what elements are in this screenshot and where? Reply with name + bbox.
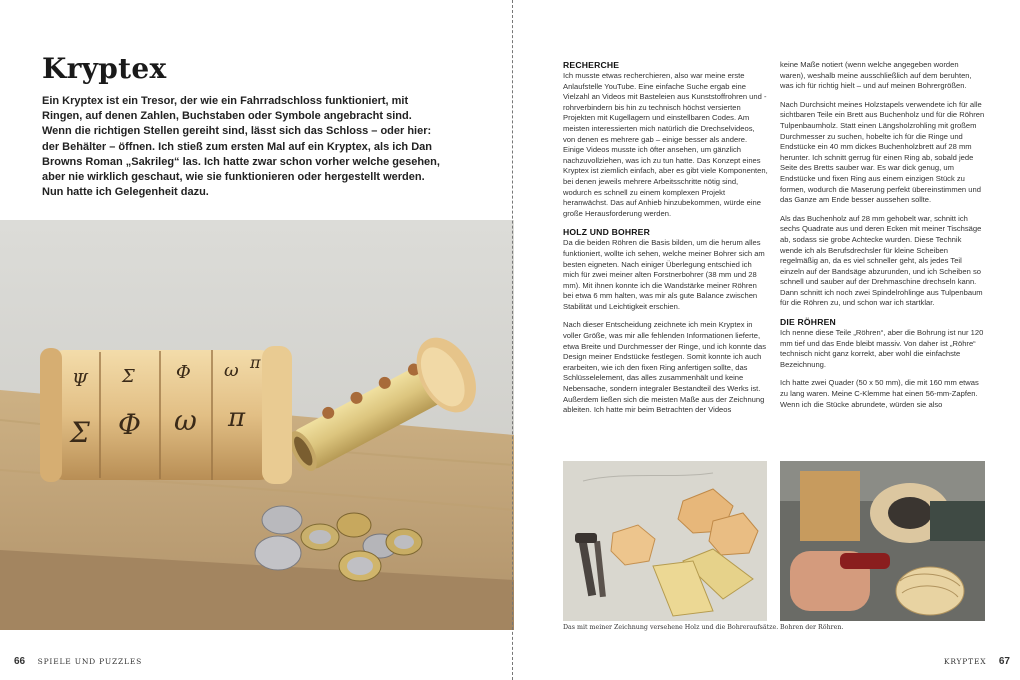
left-folio — [14, 656, 142, 667]
symbol-8: ω — [174, 404, 197, 437]
page-gutter — [512, 0, 513, 680]
paragraph: Ich musste etwas recherchieren, also war meine erste Anlaufstelle YouTube. Eine einfache Suche ergab eine Vielzahl an Videos mit Basteleien aus Kunststoffrohren und -rohrverbindern bis hin zu technisch höchst versierten Projekten mit Kugellagern und einstellbaren Codes. Am meisten interessierten mich natürlich die Drechselvideos, von denen es mehrere gab – einige besser als andere. Einige Videos musste ich öfter ansehen, um gänzlich nachzuvollziehen, was ich zu tun hatte. Das Konzept eines Kryptex ist ziemlich einfach, aber es gibt viele Komponenten, bei denen jeweils mehrere Arbeitsschritte nötig sind, wodurch es schnell zu einem komplexen Projekt heranwächst. Das auf Anhieb hinzubekommen, würde eine große Herausforderung werden. — [563, 71, 768, 218]
text-column-2 — [780, 60, 985, 418]
kryptex-photo — [0, 220, 514, 630]
text-column-1 — [563, 60, 768, 424]
paragraph: Als das Buchenholz auf 28 mm gehobelt war, schnitt ich sechs Quadrate aus und deren Ecken mit meiner Tischsäge ab, sodass sie grobe Achtecke wurden. Diese Technik wende ich als Berufsdrechsler für kleine Scheiben regelmäßig an, da es viel schneller geht, als jedes Teil einzeln auf der Bandsäge abzurunden, und ich Scheiben so schnell und sauber auf der Drehmaschine drechseln kann. Dann schnitt ich noch zwei Spindelrohlinge aus Tulpenbaum für die Röhren zu, und schon war ich startklar. — [780, 213, 983, 308]
wood-and-drill-bits-photo — [563, 461, 767, 621]
article-title: Kryptex — [42, 52, 167, 85]
symbol-6: Σ — [70, 416, 90, 449]
page-number-left: 66 — [14, 656, 26, 667]
photo-caption-2: Bohren der Röhren. — [780, 624, 844, 631]
symbol-3: Φ — [176, 362, 191, 383]
symbol-1: Ψ — [72, 370, 88, 391]
paragraph: Ich hatte zwei Quader (50 x 50 mm), die mit 160 mm etwas zu lang waren. Meine C-Klemme hat einen 56-mm-Zapfen. Wenn ich die Stücke abrundete, würden sie also — [780, 378, 979, 409]
page-number-right: 67 — [998, 656, 1010, 667]
heading-die-roehren: DIE RÖHREN — [780, 317, 836, 328]
symbol-5: π — [250, 353, 261, 372]
symbol-7: Φ — [118, 408, 141, 441]
section-name-right: KRYPTEX — [943, 657, 987, 666]
right-folio — [944, 656, 1010, 667]
symbol-2: Σ — [122, 366, 135, 387]
drilling-tubes-photo — [780, 461, 985, 621]
paragraph: Nach dieser Entscheidung zeichnete ich mein Kryptex in voller Größe, was mir alle fehlenden Informationen lieferte, etwa Breite und Durchmesser der Ringe, und ich konnte das Design meiner Endstücke festlegen. Somit konnte ich auch erarbeiten, wie ich den fixen Ring anfertigen sollte, das Schlüsselelement, das alles zusammenhält und keine Nebensache, sondern integraler Bestandteil des Werks ist. Außerdem ließen sich die meisten Maße aus der Zeichnung ableiten. Ich hatte mir beim Betrachten der Videos — [563, 320, 767, 415]
intro-paragraph: Ein Kryptex ist ein Tresor, der wie ein Fahrradschloss funktioniert, mit Ringen, auf denen Zahlen, Buchstaben oder Symbole angebracht sind. Wenn die richtigen Stellen gereiht sind, lässt sich das Schloss – oder hier: der Behälter – öffnen. Ich stieß zum ersten Mal auf ein Kryptex, als ich Dan Browns Roman „Sakrileg“ las. Ich hatte zwar schon vorher welche gesehen, aber nie wirklich geschaut, wie sie funktionieren oder hergestellt werden. Nun hatte ich Gelegenheit dazu. — [42, 95, 440, 199]
paragraph: Nach Durchsicht meines Holzstapels verwendete ich für alle sichtbaren Teile ein Brett aus Buchenholz und für die Röhren Tulpenbaumholz. Statt einen Längsholzrohling mit großem Durchmesser zu suchen, hobelte ich für die Ringe und Endstücke ein 40 mm dickes Buchenholzbrett auf 28 mm herunter. Ich schnitt gerrug für einen Ring ab, sobald jede Seite des Bretts sauber war. Es war dick genug, um Endstücke und fixen Ring aus einem einzigen Stück zu formen, wodurch die Maserung perfekt übereinstimmen und das Ganze am Ende besser aussehen sollte. — [780, 99, 985, 205]
paragraph: Da die beiden Röhren die Basis bilden, um die herum alles funktioniert, wollte ich sehen, welche meiner Bohrer sich am besten eigneten. Nach einiger Überlegung entschied ich mich für zwei meiner alten Forstnerbohrer (38 mm und 28 mm). Mit ihnen konnte ich die Wandstärke meiner Röhren bei etwa 6 mm halten, was mir als gute Balance zwischen Stabilität und Leichtigkeit erschien. — [563, 238, 765, 311]
symbol-4: ω — [224, 360, 239, 381]
right-page — [514, 0, 1020, 680]
heading-holz-und-bohrer: HOLZ UND BOHRER — [563, 227, 651, 238]
paragraph: keine Maße notiert (wenn welche angegeben worden waren), weshalb meine ausschließlich auf dem beruhten, was ich für richtig hielt – und auf meinen Bohrergrößen. — [780, 60, 972, 91]
heading-recherche: RECHERCHE — [563, 60, 620, 70]
paragraph: Ich nenne diese Teile „Röhren“, aber die Bohrung ist nur 120 mm tief und das Ende bleibt massiv. Von daher ist „Röhre“ technisch nicht ganz korrekt, aber wohl die einfachste Bezeichnung. — [780, 328, 984, 369]
symbol-9: π — [228, 403, 246, 433]
section-name-left: SPIELE UND PUZZLES — [37, 657, 143, 666]
photo-caption-1: Das mit meiner Zeichnung versehene Holz und die Bohreraufsätze. — [563, 624, 779, 631]
